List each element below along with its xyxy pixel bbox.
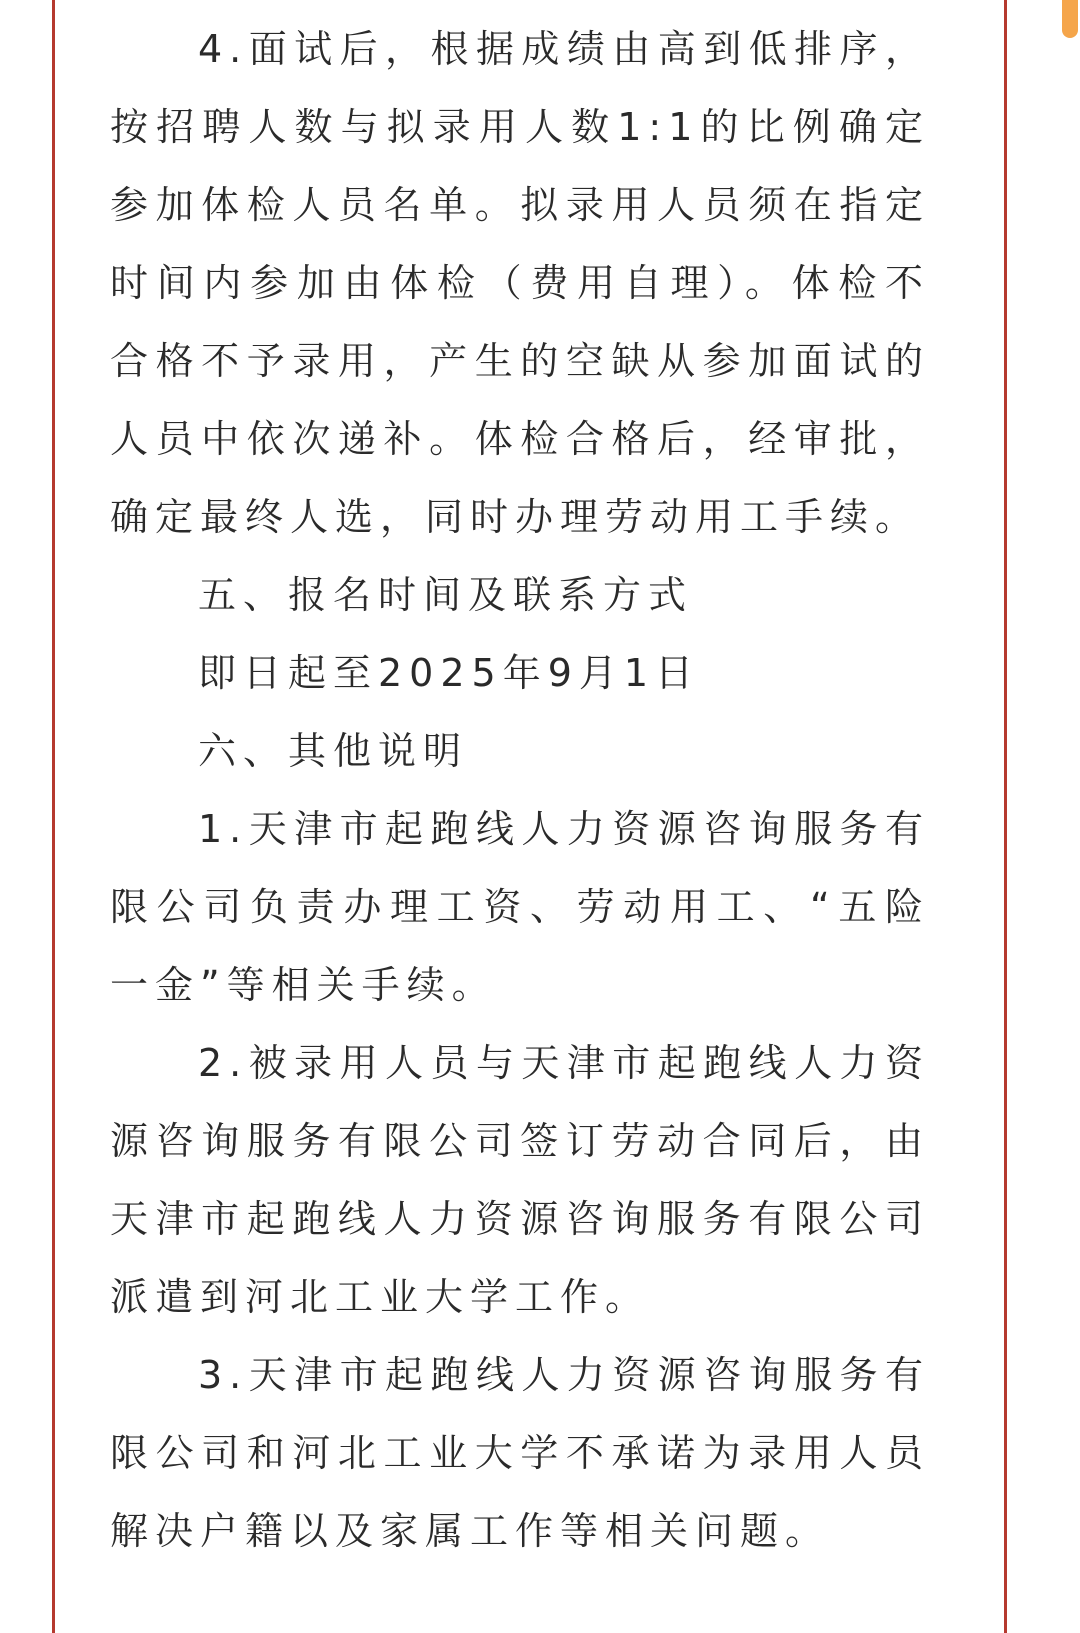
paragraph-interview-ranking: 4.面试后，根据成绩由高到低排序，按招聘人数与拟录用人数1:1的比例确定参加体检人员名单。拟录用人员须在指定时间内参加由体检（费用自理）。体检不合格不予录用，产生的空缺从参加面试的人员中依次递补。体检合格后，经审批，确定最终人选，同时办理劳动用工手续。: [110, 27, 930, 539]
note-item-3: 3.天津市起跑线人力资源咨询服务有限公司和河北工业大学不承诺为录用人员解决户籍以及家属工作等相关问题。: [110, 1353, 930, 1553]
frame-left-border: [52, 0, 55, 1633]
registration-deadline: 即日起至2025年9月1日: [198, 651, 701, 695]
section-heading-registration: 五、报名时间及联系方式: [198, 573, 694, 617]
frame-right-border: [1004, 0, 1007, 1633]
section-heading-other-notes: 六、其他说明: [198, 729, 469, 773]
note-item-2: 2.被录用人员与天津市起跑线人力资源咨询服务有限公司签订劳动合同后，由天津市起跑线人力资源咨询服务有限公司派遣到河北工业大学工作。: [110, 1041, 930, 1319]
article-body: [110, 10, 930, 1570]
scroll-indicator[interactable]: [1062, 0, 1078, 38]
note-item-1: 1.天津市起跑线人力资源咨询服务有限公司负责办理工资、劳动用工、“五险一金”等相关手续。: [110, 807, 930, 1007]
